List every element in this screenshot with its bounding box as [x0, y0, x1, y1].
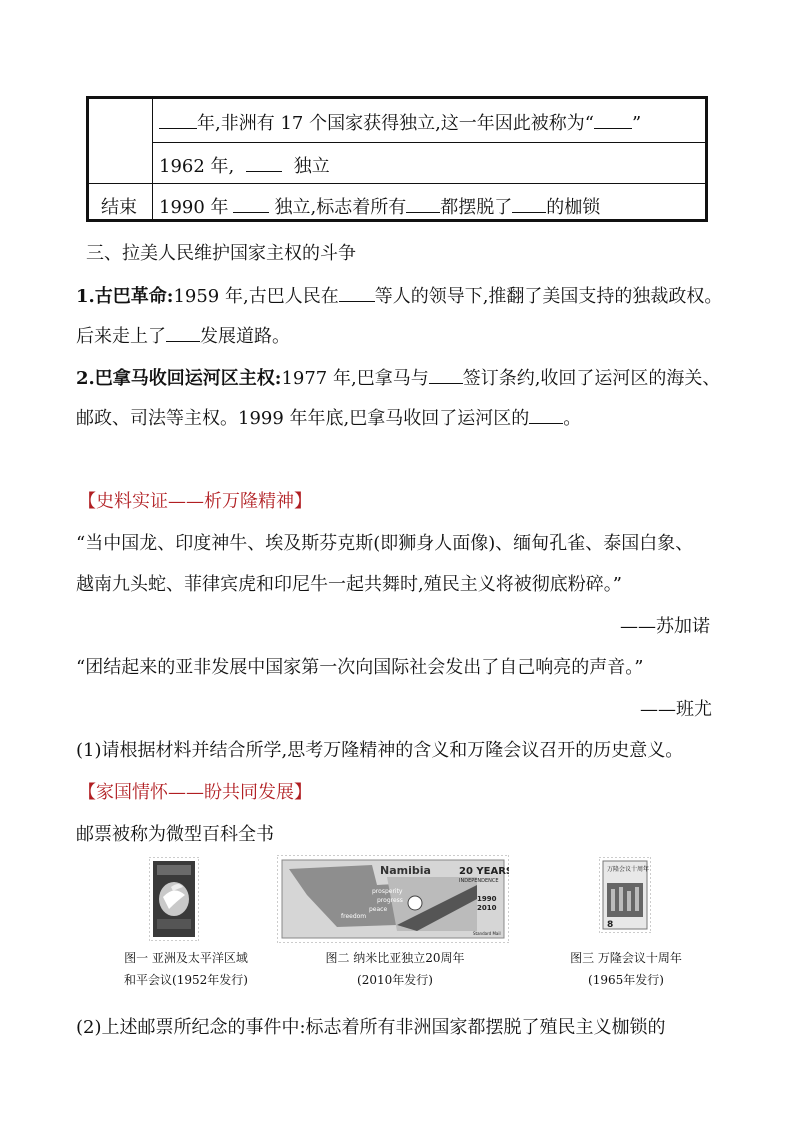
- quote-sukarno-line2: 越南九头蛇、菲律宾虎和印尼牛一起共舞时,殖民主义将被彻底粉碎。”: [76, 574, 622, 595]
- quote-sukarno-line1: “当中国龙、印度神牛、埃及斯芬克斯(即狮身人面像)、缅甸孔雀、泰国白象、: [76, 533, 694, 554]
- caption-stamp-1: 图一 亚洲及太平洋区域 和平会议(1952年发行): [124, 951, 248, 987]
- stamp-2-mail: Standard Mail: [473, 931, 501, 936]
- quote-source-second: ——班尤: [640, 699, 712, 720]
- stamp-2-years: 20 YEARS: [459, 866, 509, 877]
- caption-stamp-2: 图二 纳米比亚独立20周年 (2010年发行): [325, 951, 465, 987]
- stamp-1-image: [149, 857, 199, 941]
- blank-all-region: [406, 194, 440, 213]
- stamp-2-word-progress: progress: [377, 897, 403, 904]
- table-row-3: 1990 年 独立,标志着所有 都摆脱了 的枷锁: [159, 193, 600, 219]
- panama-line2: 邮政、司法等主权。1999 年年底,巴拿马收回了运河区的 。: [76, 404, 581, 430]
- stamp-2-independence: INDEPENDENCE: [459, 878, 499, 884]
- stamps-intro: 邮票被称为微型百科全书: [76, 824, 274, 845]
- stamp-1965-bandung: [599, 857, 651, 933]
- question-2: (2)上述邮票所纪念的事件中:标志着所有非洲国家都摆脱了殖民主义枷锁的: [76, 1017, 666, 1038]
- blank-panama-party: [429, 365, 463, 384]
- caption-stamp-3: 图三 万隆会议十周年 (1965年发行): [570, 951, 682, 987]
- stamp-2-image: [277, 855, 509, 943]
- stamp-1952-peace-conference: [149, 857, 199, 941]
- table-label-end: 结束: [101, 197, 137, 218]
- evidence-heading: 【史料实证——析万隆精神】: [78, 491, 312, 512]
- blank-cuba-leader: [339, 283, 375, 302]
- stamp-3-value: 8: [607, 920, 614, 930]
- quote-source-sukarno: ——苏加诺: [620, 616, 710, 637]
- table-row-2: 1962 年, 独立: [159, 152, 330, 178]
- blank-panama-right: [529, 405, 563, 424]
- table-divider-row1: [152, 142, 705, 143]
- blank-year-name: [594, 110, 632, 129]
- panama-line1: 2.巴拿马收回运河区主权:1977 年,巴拿马与 签订条约,收回了运河区的海关、: [76, 364, 720, 390]
- stamp-3-image: [599, 857, 651, 933]
- quote-second: “团结起来的亚非发展中国家第一次向国际社会发出了自己响亮的声音。”: [76, 657, 644, 678]
- independence-table: [86, 96, 708, 222]
- question-1: (1)请根据材料并结合所学,思考万隆精神的含义和万隆会议召开的历史意义。: [76, 740, 684, 761]
- stamp-2-word-freedom: freedom: [341, 913, 367, 920]
- table-divider-vertical: [152, 99, 153, 219]
- blank-cuba-path: [166, 323, 200, 342]
- stamp-2-word-prosperity: prosperity: [372, 888, 403, 895]
- homeland-heading: 【家国情怀——盼共同发展】: [78, 782, 312, 803]
- stamp-3-title: 万隆会议十周年: [607, 866, 650, 873]
- blank-1962-country: [246, 153, 282, 172]
- section-heading: 三、拉美人民维护国家主权的斗争: [86, 243, 356, 264]
- blank-system: [512, 194, 546, 213]
- stamp-2-word-peace: peace: [369, 906, 388, 913]
- stamp-2-year-1990: 1990: [477, 895, 497, 903]
- stamp-2010-namibia: [277, 855, 509, 943]
- table-divider-row2: [89, 183, 705, 184]
- stamp-2-year-2010: 2010: [477, 904, 497, 912]
- table-row-1: 年,非洲有 17 个国家获得独立,这一年因此被称为“ ”: [159, 109, 641, 135]
- stamp-2-country: Namibia: [380, 864, 431, 877]
- blank-year-africa: [159, 110, 197, 129]
- cuba-revolution-line1: 1.古巴革命:1959 年,古巴人民在 等人的领导下,推翻了美国支持的独裁政权。: [76, 282, 722, 308]
- blank-1990-country: [233, 194, 269, 213]
- cuba-revolution-line2: 后来走上了 发展道路。: [76, 322, 290, 348]
